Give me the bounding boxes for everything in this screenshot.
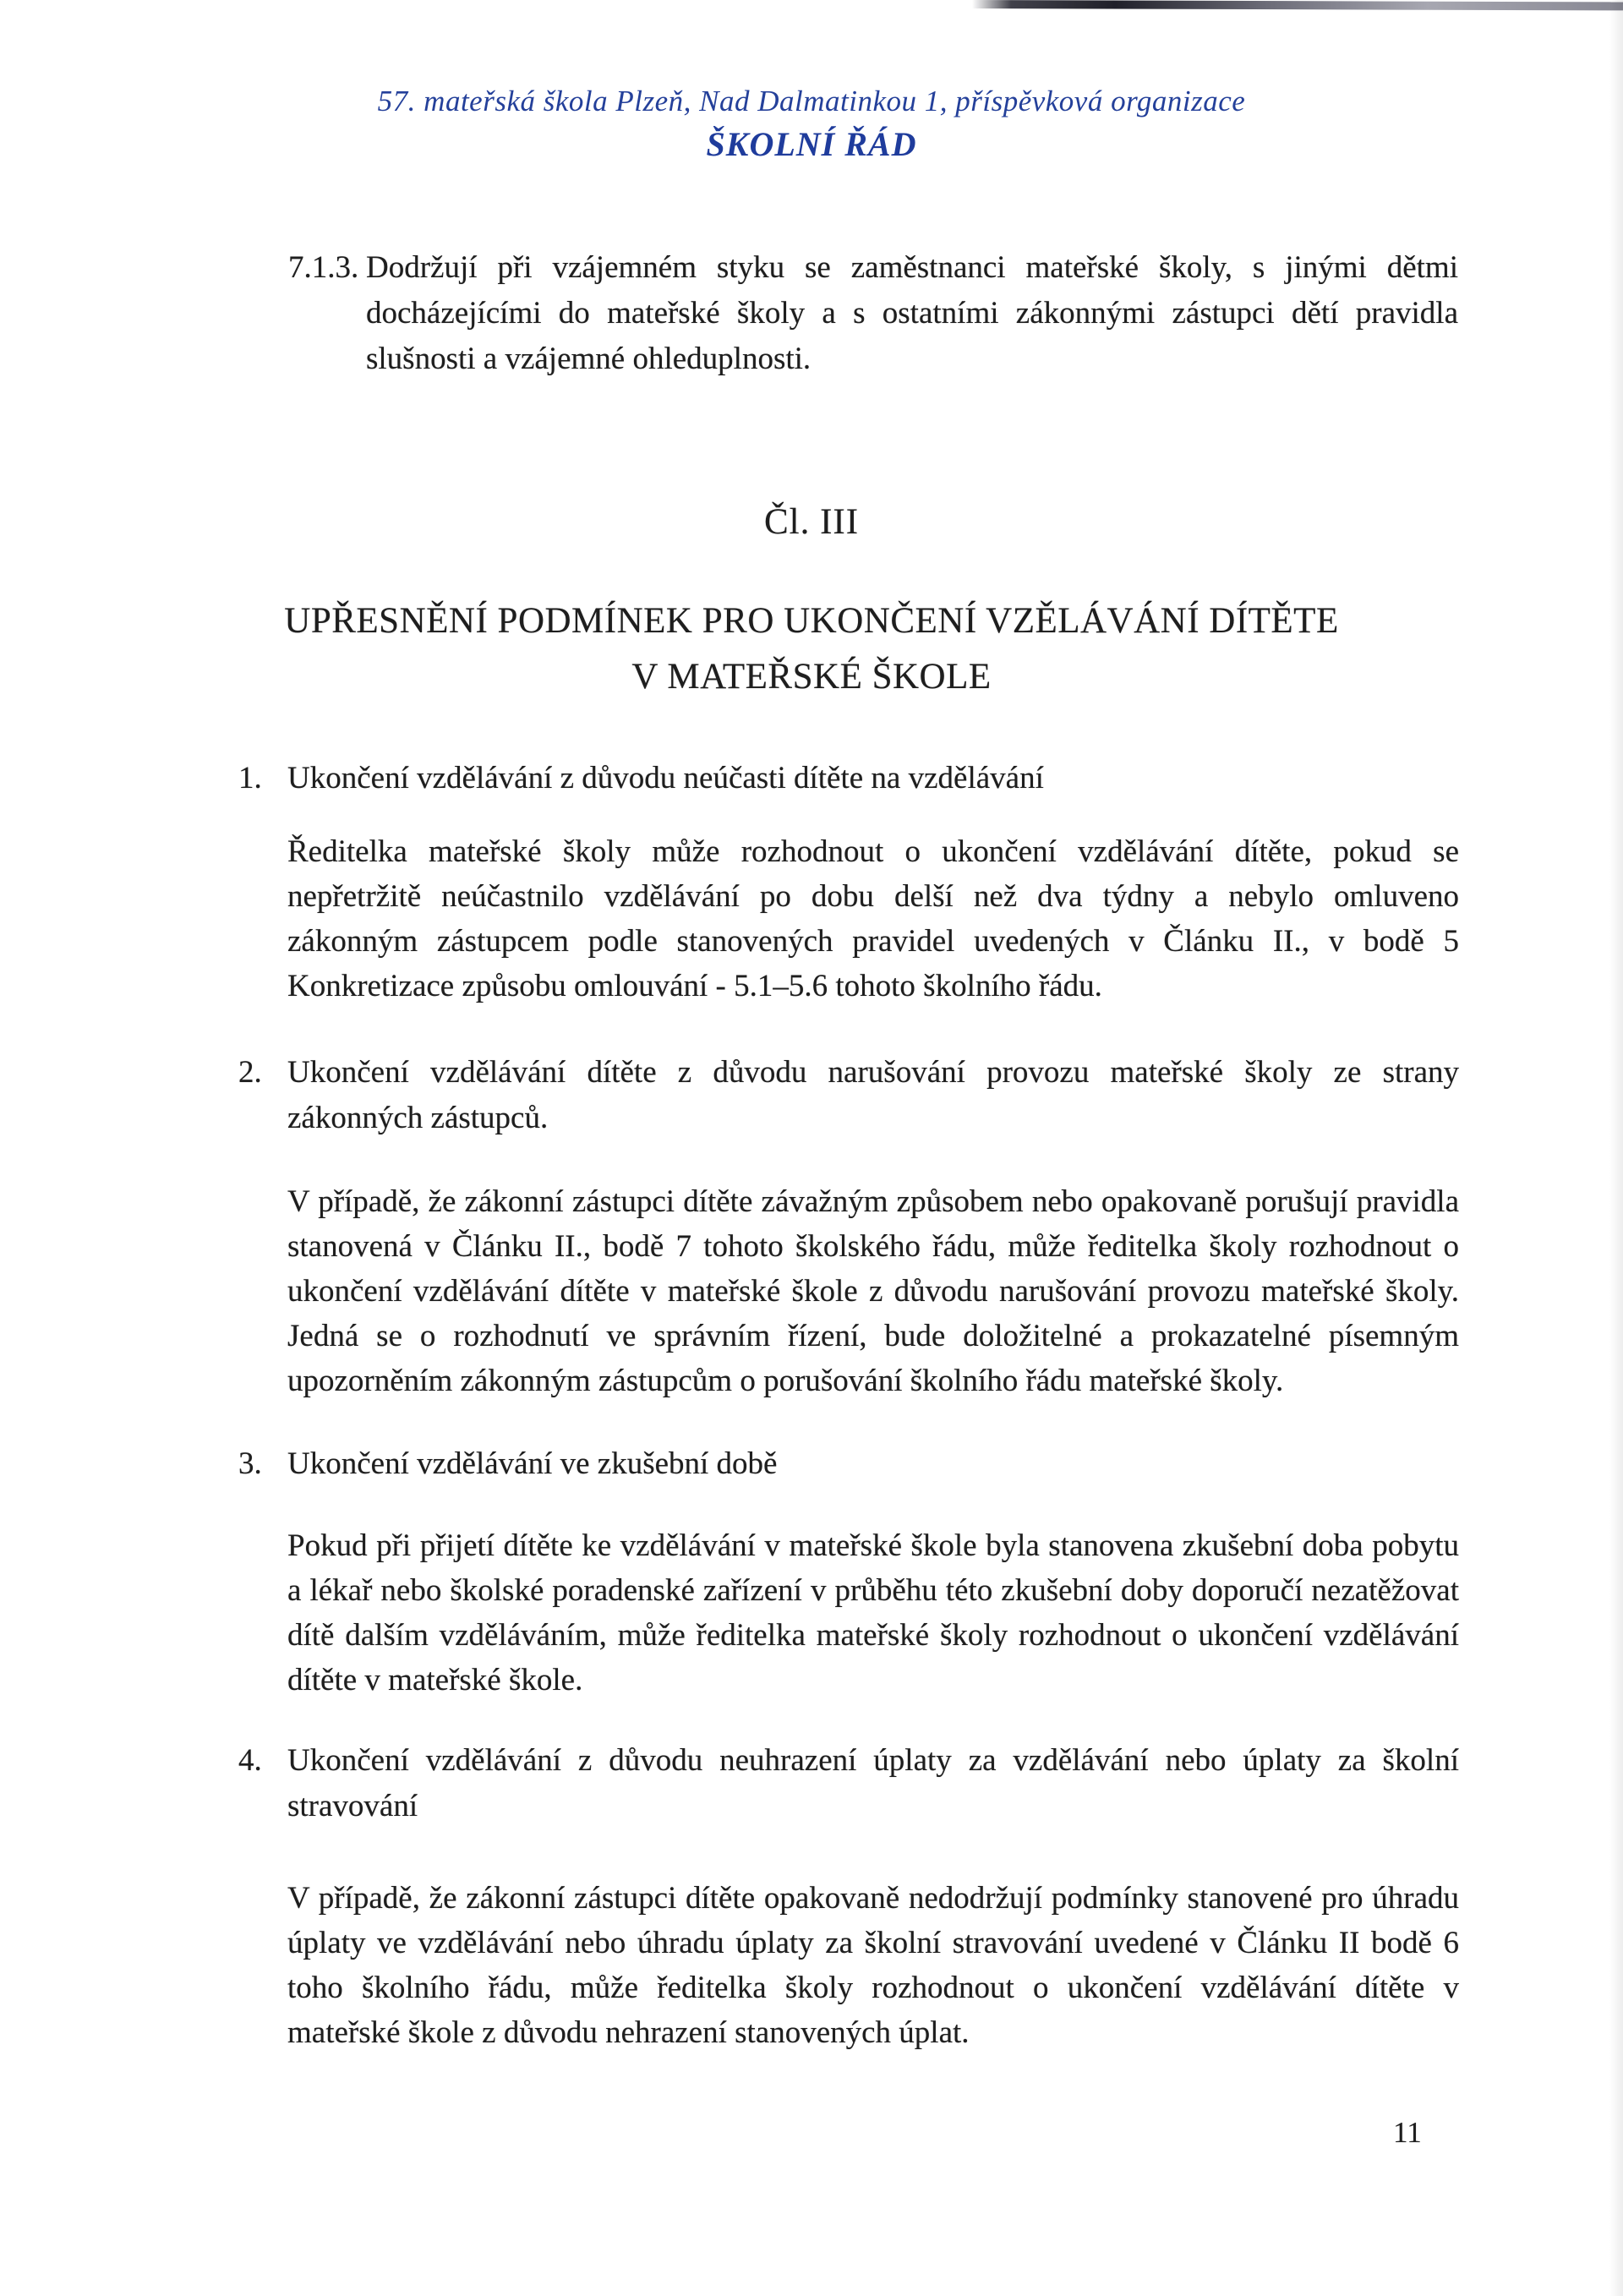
- article-title: [0, 593, 1623, 705]
- list-item-heading: Ukončení vzdělávání z důvodu neuhrazení úplaty za vzdělávání nebo úplaty za školní stravování: [287, 1743, 1459, 1823]
- scanner-edge-artifact: [972, 0, 1623, 10]
- list-item-3: [238, 1441, 1459, 1703]
- list-item-paragraph: Pokud při přijetí dítěte ke vzdělávání v mateřské škole byla stanovena zkušební doba pobytu a lékař nebo školské poradenské zařízení v průběhu této zkušební doby doporučí nezatěžovat dítě dalším vzděláváním, může ředitelka mateřské školy rozhodnout o ukončení vzdělávání dítěte v mateřské škole.: [287, 1528, 1459, 1697]
- document-header: [0, 81, 1623, 167]
- article-title-line2: V MATEŘSKÉ ŠKOLE: [631, 657, 992, 697]
- list-item-body: [287, 1738, 1459, 2055]
- list-item-paragraph: V případě, že zákonní zástupci dítěte opakovaně nedodržují podmínky stanovené pro úhradu úplaty ve vzdělávání nebo úhradu úplaty za školní stravování uvedené v Článku II bodě 6 toho školního řádu, může ředitelka školy rozhodnout o ukončení vzdělávání dítěte v mateřské škole z důvodu nehrazení stanovených úplat.: [287, 1881, 1459, 2050]
- numbered-list: [0, 756, 1623, 2055]
- clause-number: 7.1.3.: [288, 250, 359, 285]
- document-title: ŠKOLNÍ ŘÁD: [706, 125, 917, 163]
- list-item-heading: Ukončení vzdělávání dítěte z důvodu narušování provozu mateřské školy ze strany zákonných zástupců.: [287, 1055, 1459, 1135]
- clause-7-1-3: [288, 245, 1458, 382]
- article-label: Čl. III: [763, 502, 860, 542]
- list-item-paragraph: Ředitelka mateřské školy může rozhodnout o ukončení vzdělávání dítěte, pokud se nepřetržitě neúčastnilo vzdělávání po dobu delší než dva týdny a nebylo omluveno zákonným zástupcem podle stanovených pravidel uvedených v Článku II., v bodě 5 Konkretizace způsobu omlouvání - 5.1–5.6 tohoto školního řádu.: [287, 834, 1459, 1003]
- list-item-4: [238, 1738, 1459, 2055]
- list-item-body: [287, 1050, 1459, 1403]
- list-item-number: 3.: [238, 1446, 262, 1481]
- list-item-body: [287, 1441, 1459, 1703]
- clause-text: Dodržují při vzájemném styku se zaměstnanci mateřské školy, s jinými dětmi docházejícími do mateřské školy a s ostatními zákonnými zástupci dětí pravidla slušnosti a vzájemné ohleduplnosti.: [366, 250, 1458, 376]
- list-item-heading: Ukončení vzdělávání z důvodu neúčasti dítěte na vzdělávání: [287, 761, 1044, 795]
- article-title-line1: UPŘESNĚNÍ PODMÍNEK PRO UKONČENÍ VZĚLÁVÁNÍ DÍTĚTE: [284, 601, 1339, 641]
- list-item-number: 2.: [238, 1055, 262, 1090]
- list-item-body: [287, 756, 1459, 1009]
- school-name-line: 57. mateřská škola Plzeň, Nad Dalmatinkou 1, příspěvková organizace: [377, 85, 1246, 118]
- list-item-2: [238, 1050, 1459, 1403]
- list-item-number: 4.: [238, 1743, 262, 1778]
- page-number: 11: [1393, 2116, 1422, 2149]
- list-item-paragraph: V případě, že zákonní zástupci dítěte závažným způsobem nebo opakovaně porušují pravidla stanovená v Článku II., bodě 7 tohoto školského řádu, může ředitelka školy rozhodnout o ukončení vzdělávání dítěte v mateřské škole z důvodu narušování provozu mateřské školy. Jedná se o rozhodnutí ve správním řízení, bude doložitelné a prokazatelné písemným upozorněním zákonným zástupcům o porušování školního řádu mateřské školy.: [287, 1184, 1459, 1398]
- list-item-1: [238, 756, 1459, 1009]
- list-item-heading: Ukončení vzdělávání ve zkušební době: [287, 1446, 778, 1481]
- list-item-number: 1.: [238, 761, 262, 795]
- page-edge-shadow: [1609, 0, 1623, 2296]
